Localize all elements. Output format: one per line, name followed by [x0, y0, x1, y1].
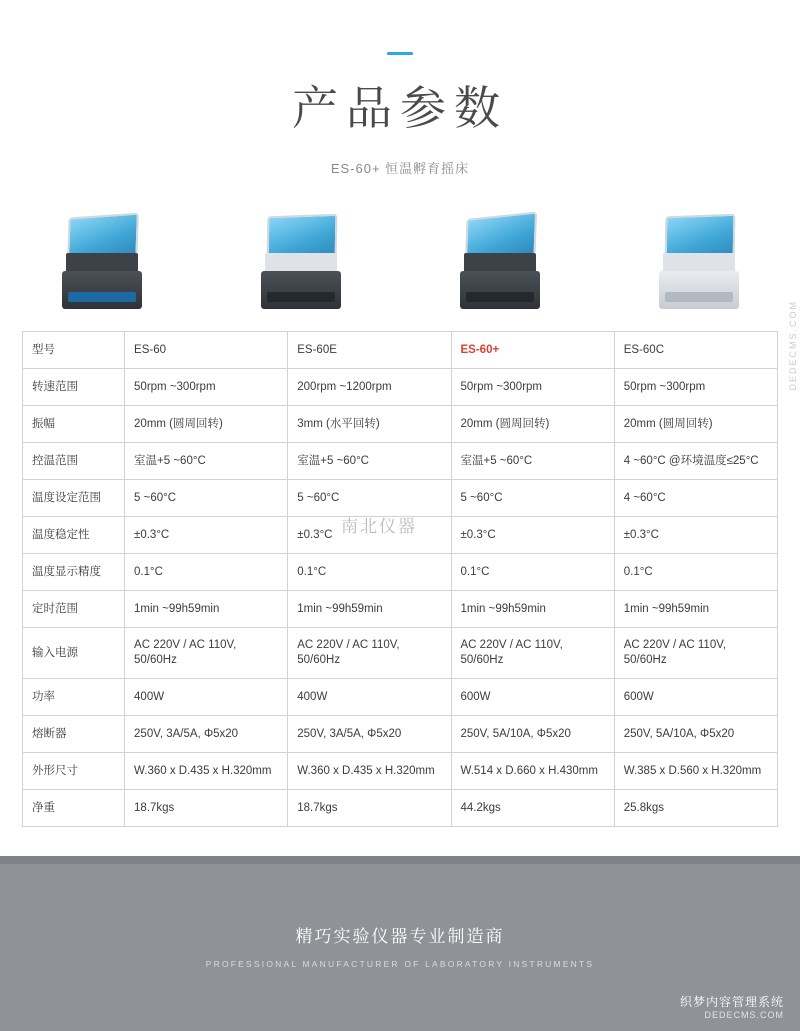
- spec-value-cell: 1min ~99h59min: [288, 591, 451, 628]
- spec-value-cell: 20mm (圆周回转): [614, 406, 777, 443]
- spec-label-cell: 功率: [23, 679, 125, 716]
- spec-value-cell: 250V, 3A/5A, Φ5x20: [125, 716, 288, 753]
- body-shape: [460, 271, 540, 309]
- spec-value-cell: 250V, 3A/5A, Φ5x20: [288, 716, 451, 753]
- spec-value-cell: AC 220V / AC 110V, 50/60Hz: [614, 628, 777, 679]
- spec-value-cell: 室温+5 ~60°C: [288, 443, 451, 480]
- spec-value-cell: 600W: [451, 679, 614, 716]
- spec-label-cell: 净重: [23, 790, 125, 827]
- spec-value-cell: 18.7kgs: [288, 790, 451, 827]
- spec-value-cell: 0.1°C: [288, 554, 451, 591]
- control-panel-shape: [267, 292, 335, 302]
- spec-value-cell: 0.1°C: [125, 554, 288, 591]
- spec-table: [23, 332, 777, 827]
- spec-value-cell: ES-60: [125, 332, 288, 369]
- product-image-es60e: [223, 209, 378, 313]
- spec-value-cell: ±0.3°C: [125, 517, 288, 554]
- table-row: [23, 369, 777, 406]
- table-row: [23, 406, 777, 443]
- tray-shape: [265, 253, 337, 273]
- shaker-illustration: [54, 213, 150, 309]
- body-shape: [261, 271, 341, 309]
- table-row: [23, 443, 777, 480]
- table-row: [23, 716, 777, 753]
- spec-label-cell: 定时范围: [23, 591, 125, 628]
- spec-value-cell: 50rpm ~300rpm: [614, 369, 777, 406]
- product-image-es60plus: [422, 209, 577, 313]
- spec-label-cell: 温度设定范围: [23, 480, 125, 517]
- table-row: [23, 332, 777, 369]
- shaker-illustration: [651, 213, 747, 309]
- control-panel-shape: [665, 292, 733, 302]
- shaker-illustration: [452, 213, 548, 309]
- spec-value-cell: 250V, 5A/10A, Φ5x20: [614, 716, 777, 753]
- spec-label-cell: 温度稳定性: [23, 517, 125, 554]
- spec-value-cell: 0.1°C: [451, 554, 614, 591]
- spec-value-cell: ±0.3°C: [451, 517, 614, 554]
- spec-value-cell: 3mm (水平回转): [288, 406, 451, 443]
- footer-divider: [0, 856, 800, 864]
- product-image-row: [0, 203, 800, 313]
- spec-value-cell: AC 220V / AC 110V, 50/60Hz: [451, 628, 614, 679]
- spec-label-cell: 转速范围: [23, 369, 125, 406]
- table-row: [23, 628, 777, 679]
- body-shape: [659, 271, 739, 309]
- spec-table-container: [22, 331, 778, 827]
- spec-value-cell: 20mm (圆周回转): [125, 406, 288, 443]
- spec-value-cell: 1min ~99h59min: [125, 591, 288, 628]
- spec-value-cell: ES-60C: [614, 332, 777, 369]
- spec-value-cell: 50rpm ~300rpm: [451, 369, 614, 406]
- table-row: [23, 753, 777, 790]
- spec-value-cell: ES-60E: [288, 332, 451, 369]
- control-panel-shape: [68, 292, 136, 302]
- spec-value-cell: 18.7kgs: [125, 790, 288, 827]
- table-row: [23, 679, 777, 716]
- spec-label-cell: 控温范围: [23, 443, 125, 480]
- spec-value-cell: 4 ~60°C @环境温度≤25°C: [614, 443, 777, 480]
- spec-value-cell: 5 ~60°C: [125, 480, 288, 517]
- spec-value-cell: 1min ~99h59min: [614, 591, 777, 628]
- table-row: [23, 517, 777, 554]
- spec-value-cell: 室温+5 ~60°C: [451, 443, 614, 480]
- spec-label-cell: 外形尺寸: [23, 753, 125, 790]
- table-row: [23, 480, 777, 517]
- tray-shape: [66, 253, 138, 273]
- page-subtitle: ES-60+ 恒温孵育摇床: [330, 161, 470, 177]
- spec-value-cell: 200rpm ~1200rpm: [288, 369, 451, 406]
- table-row: [23, 554, 777, 591]
- spec-value-cell: 1min ~99h59min: [451, 591, 614, 628]
- spec-value-cell: W.514 x D.660 x H.430mm: [451, 753, 614, 790]
- spec-value-cell: AC 220V / AC 110V, 50/60Hz: [288, 628, 451, 679]
- page-footer: [0, 856, 800, 1031]
- spec-value-cell: W.360 x D.435 x H.320mm: [288, 753, 451, 790]
- footer-brand: [680, 995, 784, 1021]
- spec-value-cell: 400W: [288, 679, 451, 716]
- spec-value-cell: 400W: [125, 679, 288, 716]
- shaker-illustration: [253, 213, 349, 309]
- footer-brand-en: DEDECMS.COM: [704, 1009, 784, 1020]
- spec-value-cell: ±0.3°C: [614, 517, 777, 554]
- spec-value-cell: W.360 x D.435 x H.320mm: [125, 753, 288, 790]
- product-image-es60: [24, 209, 179, 313]
- footer-slogan-cn: 精巧实验仪器专业制造商: [295, 927, 505, 946]
- spec-label-cell: 输入电源: [23, 628, 125, 679]
- spec-label-cell: 振幅: [23, 406, 125, 443]
- spec-value-cell: 5 ~60°C: [451, 480, 614, 517]
- spec-value-cell: 5 ~60°C: [288, 480, 451, 517]
- table-row: [23, 790, 777, 827]
- spec-value-cell: W.385 x D.560 x H.320mm: [614, 753, 777, 790]
- spec-value-cell: 44.2kgs: [451, 790, 614, 827]
- control-panel-shape: [466, 292, 534, 302]
- spec-label-cell: 熔断器: [23, 716, 125, 753]
- spec-value-cell: AC 220V / AC 110V, 50/60Hz: [125, 628, 288, 679]
- side-watermark: DEDECMS.COM: [788, 300, 798, 391]
- page-title: 产品参数: [292, 81, 508, 135]
- spec-value-cell: 250V, 5A/10A, Φ5x20: [451, 716, 614, 753]
- tray-shape: [663, 253, 735, 273]
- body-shape: [62, 271, 142, 309]
- spec-value-cell: 600W: [614, 679, 777, 716]
- spec-value-cell: ±0.3°C: [288, 517, 451, 554]
- spec-value-cell: 25.8kgs: [614, 790, 777, 827]
- tray-shape: [464, 253, 536, 273]
- spec-value-cell: 4 ~60°C: [614, 480, 777, 517]
- accent-divider: [387, 52, 413, 55]
- spec-label-cell: 温度显示精度: [23, 554, 125, 591]
- table-row: [23, 591, 777, 628]
- page-header: [0, 0, 800, 177]
- footer-slogan-en: PROFESSIONAL MANUFACTURER OF LABORATORY INSTRUMENTS: [205, 959, 595, 969]
- spec-value-cell: ES-60+: [451, 332, 614, 369]
- spec-value-cell: 20mm (圆周回转): [451, 406, 614, 443]
- footer-brand-cn: 织梦内容管理系统: [679, 994, 784, 1009]
- spec-label-cell: 型号: [23, 332, 125, 369]
- product-image-es60c: [621, 209, 776, 313]
- watermark-text: 南北仪器: [341, 517, 417, 538]
- spec-value-cell: 50rpm ~300rpm: [125, 369, 288, 406]
- spec-value-cell: 0.1°C: [614, 554, 777, 591]
- spec-value-cell: 室温+5 ~60°C: [125, 443, 288, 480]
